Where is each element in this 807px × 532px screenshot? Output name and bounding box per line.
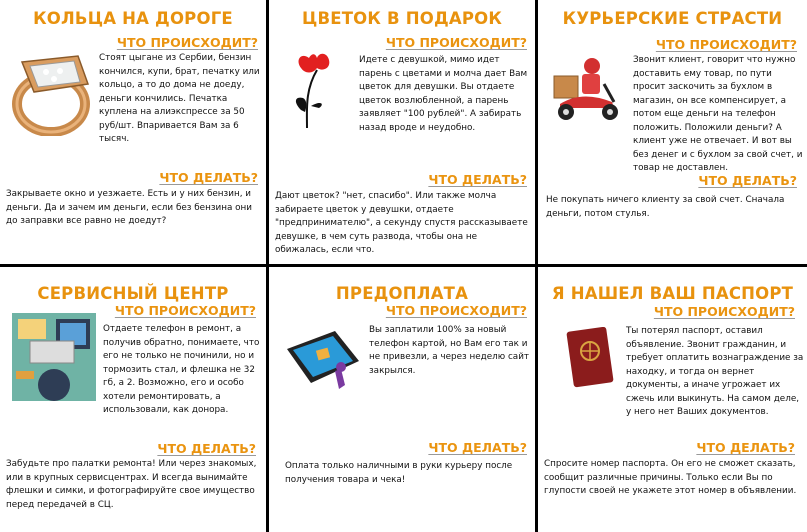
card-title: ПРЕДОПЛАТА (335, 284, 469, 303)
advice-text: Дают цветок? "нет, спасибо". Или также молча забираете цветок у девушки, отдаете "предпринимателю", а секунду спустя рассказываете девушке, в чем суть развода, чтобы она не обижалась, если что. (275, 191, 528, 255)
what-happens-label: ЧТО ПРОИСХОДИТ? (653, 304, 795, 319)
what-happens-label: ЧТО ПРОИСХОДИТ? (655, 37, 797, 52)
what-to-do-label: ЧТО ДЕЛАТЬ? (696, 440, 795, 455)
card-prepayment (269, 267, 535, 532)
what-to-do-label: ЧТО ДЕЛАТЬ? (428, 440, 527, 455)
what-happens-label: ЧТО ПРОИСХОДИТ? (116, 35, 258, 50)
card-found-passport (538, 267, 807, 532)
tablet-shopping-icon (283, 327, 363, 395)
card-title: Я НАШЕЛ ВАШ ПАСПОРТ (551, 284, 794, 303)
what-to-do-label: ЧТО ДЕЛАТЬ? (428, 172, 527, 187)
what-to-do-label: ЧТО ДЕЛАТЬ? (698, 173, 797, 188)
what-happens-label: ЧТО ПРОИСХОДИТ? (385, 35, 527, 50)
card-title: ЦВЕТОК В ПОДАРОК (301, 9, 503, 28)
advice-text: Оплата только наличными в руки курьеру после получения товара и чека! (285, 461, 513, 485)
story-text: Вы заплатили 100% за новый телефон картой, но Вам его так и не привезли, а через неделю сайт закрылся. (369, 325, 530, 376)
card-title: КУРЬЕРСКИЕ СТРАСТИ (562, 9, 783, 28)
card-title: КОЛЬЦА НА ДОРОГЕ (33, 9, 233, 28)
card-courier-passions (538, 0, 807, 264)
story-text: Стоят цыгане из Сербии, бензин кончился, купи, брат, печатку или кольцо, а то до дома не доеду, деньги кончились. Печатка куплена на алиэкспрессе за 50 руб/шт. Впаривается Вам за 6 тысяч. (99, 53, 260, 144)
advice-text: Не покупать ничего клиенту за свой счет. Сначала деньги, потом стулья. (546, 195, 785, 219)
advice-text: Забудьте про палатки ремонта! Или через знакомых, или в крупных сервисцентрах. И всегда вынимайте флешки и симки, и фотографируйте свое имущество перед передачей в СЦ. (6, 459, 257, 510)
repair-workbench-icon (12, 313, 96, 401)
what-happens-label: ЧТО ПРОИСХОДИТ? (114, 303, 256, 318)
what-happens-label: ЧТО ПРОИСХОДИТ? (385, 303, 527, 318)
card-rings-on-road (0, 0, 266, 264)
advice-text: Спросите номер паспорта. Он его не сможет сказать, сообщит различные причины. Только если Вы по глупости своей не укажете этот номер в объявлении. (544, 459, 797, 496)
story-text: Ты потерял паспорт, оставил объявление. Звонит гражданин, и требует оплатить вознаграждение за находку, и тогда он вернет документы, а иначе угрожает их сжечь или выкинуть. На самом деле, у него нет Ваших документов. (626, 326, 804, 417)
courier-scooter-icon (552, 56, 624, 122)
card-service-center (0, 267, 266, 532)
card-flower-gift (269, 0, 535, 264)
story-text: Отдаете телефон в ремонт, а получив обратно, понимаете, что его не только не починили, но и тормозить стал, и флешка не 32 гб, а 2. Возможно, его и особо хотели ремонтировать, а использовали, как донора. (103, 324, 260, 415)
passport-icon (564, 327, 614, 389)
story-text: Идете с девушкой, мимо идет парень с цветами и молча дает Вам цветок для девушки. Вы отдаете цветок возлюбленной, а парень заявляет "100 рублей". А забирать назад вроде и неудобно. (359, 55, 528, 133)
what-to-do-label: ЧТО ДЕЛАТЬ? (159, 170, 258, 185)
card-title: СЕРВИСНЫЙ ЦЕНТР (37, 284, 229, 303)
story-text: Звонит клиент, говорит что нужно доставить ему товар, по пути просит заскочить за бухлом в магазин, он все компенсирует, а потом еще деньги на телефон положить. Положили деньги? А клиент уже не отвечает. И вот вы без денег и с бухлом за свой счет, и товар не доставлен. (633, 55, 803, 173)
advice-text: Закрываете окно и уезжаете. Есть и у них бензин, и деньги. Да и зачем им деньги, если без бензина они до заправки все равно не доедут? (6, 189, 253, 226)
gold-ring-icon (8, 44, 94, 136)
what-to-do-label: ЧТО ДЕЛАТЬ? (157, 441, 256, 456)
red-flower-icon (287, 50, 345, 130)
